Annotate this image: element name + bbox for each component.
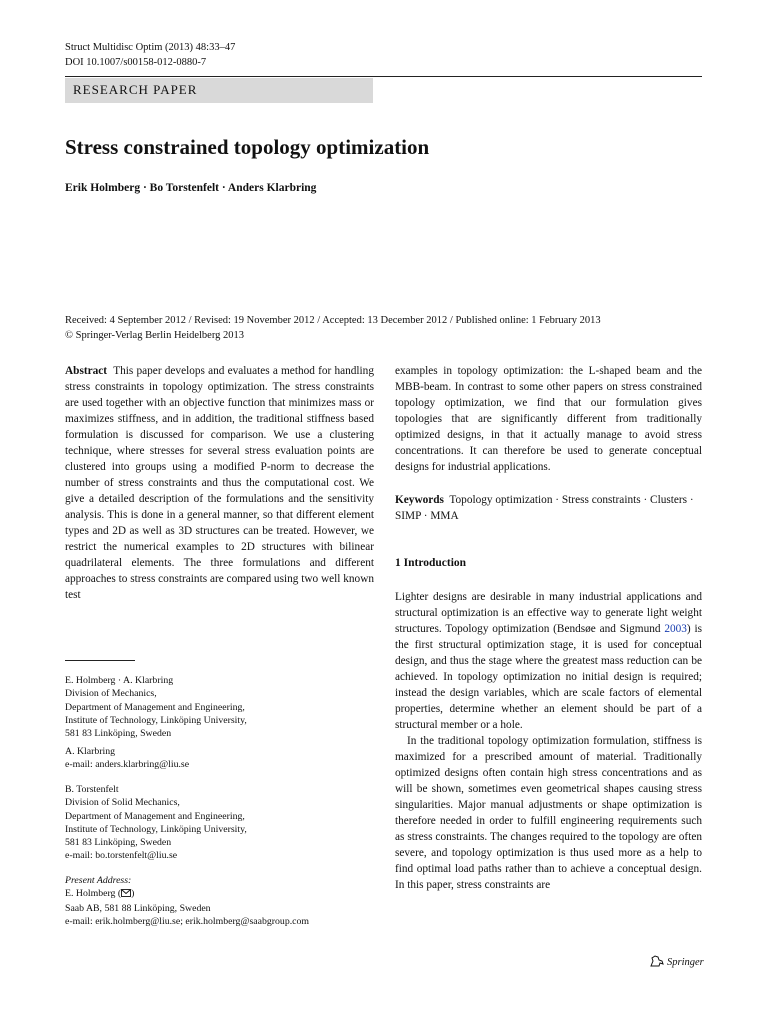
keywords-heading: Keywords [395, 494, 444, 506]
intro-paragraph-1: Lighter designs are desirable in many industrial applications and structural optimization is an effective way to generate light weight structures. Topology optimization (Bendsøe and Sigmund 2003) is the first structural optimization stage, it is used for conceptual design, and thus the stage where the greatest mass reduction can be achieved. In topology optimization no initial design is required; instead the design variables, which are scale factors of elemental properties, determine whether an element should be part of a structural member or a hole. [395, 591, 702, 731]
abstract-continuation-text: examples in topology optimization: the L-shaped beam and the MBB-beam. In contrast to some other papers on stress constrained topology optimization, we find that our formulation gives topologies that are significantly different from traditionally optimized designs, in that it actually manage to avoid stress concentrations. It can therefore be used to generate conceptual designs for industrial applications. [395, 365, 702, 473]
citation-link[interactable]: 2003 [664, 623, 687, 635]
present-address-name: E. Holmberg ( ) [65, 887, 365, 901]
copyright: © Springer-Verlag Berlin Heidelberg 2013 [65, 329, 245, 341]
author-list: Erik Holmberg · Bo Torstenfelt · Anders Klarbring [65, 182, 317, 194]
journal-citation: Struct Multidisc Optim (2013) 48:33–47 [65, 42, 236, 53]
email-torstenfelt[interactable]: e-mail: bo.torstenfelt@liu.se [65, 850, 178, 862]
publication-dates [65, 314, 705, 343]
section-heading-introduction: 1 Introduction [395, 557, 467, 569]
history-dates: Received: 4 September 2012 / Revised: 19 November 2012 / Accepted: 13 December 2012 / Published online: 1 February 2013 [65, 315, 601, 326]
abstract-heading: Abstract [65, 365, 108, 377]
header-rule [65, 76, 702, 77]
introduction-body [395, 589, 702, 893]
affiliation-2: A. Klarbring e-mail: anders.klarbring@liu.se [65, 745, 365, 772]
present-address-label: Present Address: [65, 875, 132, 886]
keywords-text: Topology optimization · Stress constraints · Clusters · SIMP · MMA [395, 494, 694, 522]
affiliation-3: B. Torstenfelt Division of Solid Mechanics, Department of Management and Engineering, Institute of Technology, Linköping University, 581 83 Linköping, Sweden e-mail: bo.torstenfelt@liu.se [65, 783, 365, 863]
affiliation-rule [65, 660, 135, 661]
abstract-continuation [395, 363, 702, 475]
paper-title: Stress constrained topology optimization [65, 135, 430, 159]
abstract [65, 363, 374, 603]
springer-horse-icon [650, 955, 664, 970]
publisher-name: Springer [667, 957, 704, 968]
affiliation-1: E. Holmberg · A. Klarbring Division of Mechanics, Department of Management and Engineering, Institute of Technology, Linköping University, 581 83 Linköping, Sweden [65, 675, 247, 740]
doi[interactable]: DOI 10.1007/s00158-012-0880-7 [65, 57, 207, 68]
email-holmberg[interactable]: e-mail: erik.holmberg@liu.se; erik.holmberg@saabgroup.com [65, 915, 310, 927]
abstract-text: This paper develops and evaluates a method for handling stress constraints in topology optimization. The stress constraints are used together with an objective function that minimizes mass or maximizes stiffness, and in addition, the traditional stiffness based formulation is discussed for comparison. We use a clustering technique, where stresses for several stress evaluation points are clustered into groups using a modified P-norm to decrease the number of stress constraints and thus the computational cost. We give a detailed description of the formulations and the sensitivity analysis. This is done in a general manner, so that different element types and 2D as well as 3D structures can be treated. However, we restrict the numerical examples to 2D structures with bilinear quadrilateral elements. The three formulations and different approaches to stress constraints are compared using two well known test [65, 365, 375, 601]
envelope-icon [121, 888, 131, 901]
email-klarbring[interactable]: e-mail: anders.klarbring@liu.se [65, 759, 190, 771]
present-address: Present Address: E. Holmberg ( ) Saab AB, 581 88 Linköping, Sweden e-mail: erik.holmberg@liu.se; erik.holmberg@saabgroup.com [65, 874, 365, 928]
journal-header [65, 40, 235, 70]
section-label: RESEARCH PAPER [73, 82, 198, 97]
keywords [395, 492, 702, 524]
publisher-logo [650, 955, 704, 970]
intro-paragraph-2: In the traditional topology optimization formulation, stiffness is maximized for a prescribed amount of material. Traditionally optimized designs often contain high stress concentrations and as will be shown, sometimes even geometrical shapes causing stress singularities. Major manual adjustments or shape optimization is therefore needed in order to fulfill engineering requirements such as stress constraints. The changes required to the topology are often severe, and topology optimization is thus used more as a help to find optimal load paths rather than to achieve a conceptual design. In this paper, stress constraints are [395, 735, 702, 891]
